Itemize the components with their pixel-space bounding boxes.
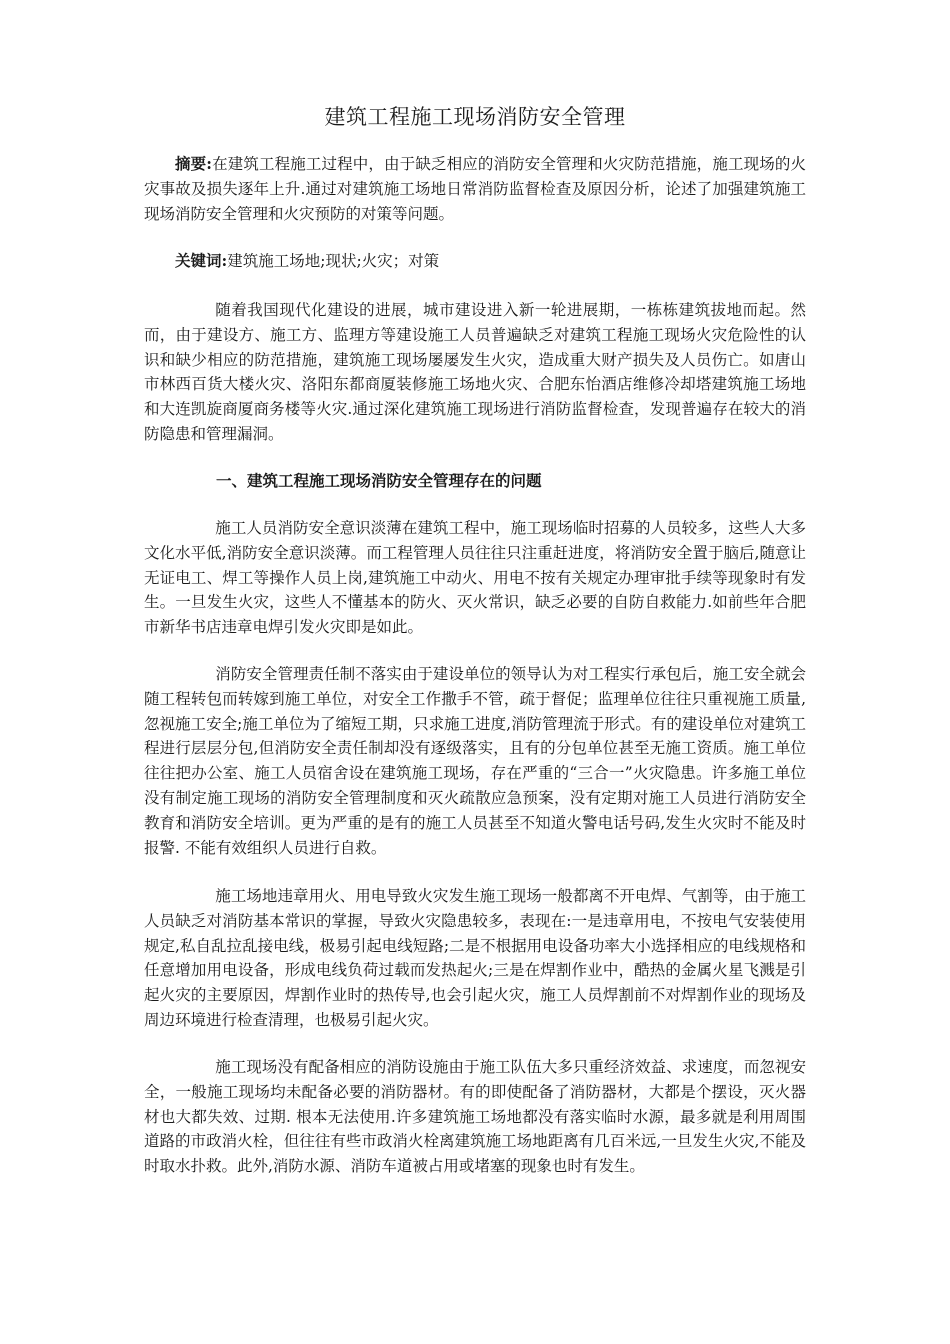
body-paragraph-2: 消防安全管理责任制不落实由于建设单位的领导认为对工程实行承包后，施工安全就会随工程转包而转嫁到施工单位，对安全工作撒手不管，疏于督促；监理单位往往只重视施工质量,忽视施工安全;施工单位为了缩短工期，只求施工进度,消防管理流于形式。有的建设单位对建筑工程进行层层分包,但消防安全责任制却没有逐级落实，且有的分包单位甚至无施工资质。施工单位往往把办公室、施工人员宿舍设在建筑施工现场，存在严重的“三合一”火灾隐患。许多施工单位没有制定施工现场的消防安全管理制度和灭火疏散应急预案，没有定期对施工人员进行消防安全教育和消防安全培训。更为严重的是有的施工人员甚至不知道火警电话号码,发生火灾时不能及时报警. 不能有效组织人员进行自救。 xyxy=(144,665,806,857)
abstract-text: 在建筑工程施工过程中，由于缺乏相应的消防安全管理和火灾防范措施，施工现场的火灾事故及损失逐年上升.通过对建筑施工场地日常消防监督检查及原因分析，论述了加强建筑施工现场消防安全管理和火灾预防的对策等问题。 xyxy=(144,155,806,223)
body-paragraph-3: 施工场地违章用火、用电导致火灾发生施工现场一般都离不开电焊、气割等，由于施工人员缺乏对消防基本常识的掌握，导致火灾隐患较多，表现在:一是违章用电，不按电气安装使用规定,私自乱拉乱接电线，极易引起电线短路;二是不根据用电设备功率大小选择相应的电线规格和任意增加用电设备，形成电线负荷过载而发热起火;三是在焊割作业中，酷热的金属火星飞溅是引起火灾的主要原因，焊割作业时的热传导,也会引起火灾，施工人员焊割前不对焊割作业的现场及周边环境进行检查清理，也极易引起火灾。 xyxy=(144,887,806,1029)
keywords-paragraph xyxy=(144,249,806,274)
body-paragraph-4: 施工现场没有配备相应的消防设施由于施工队伍大多只重经济效益、求速度，而忽视安全，一般施工现场均未配备必要的消防器材。有的即使配备了消防器材，大都是个摆设，灭火器材也大都失效、过期. 根本无法使用.许多建筑施工场地都没有落实临时水源，最多就是利用周围道路的市政消火栓，但往往有些市政消火栓离建筑施工场地距离有几百米远,一旦发生火灾,不能及时取水扑救。此外,消防水源、消防车道被占用或堵塞的现象也时有发生。 xyxy=(144,1058,806,1176)
section-heading: 一、建筑工程施工现场消防安全管理存在的问题 xyxy=(216,471,542,490)
abstract-paragraph xyxy=(144,152,806,226)
keywords-label: 关键词: xyxy=(175,251,228,270)
body-paragraph-1: 施工人员消防安全意识淡薄在建筑工程中，施工现场临时招募的人员较多，这些人大多文化水平低,消防安全意识淡薄。而工程管理人员往往只注重赶进度，将消防安全置于脑后,随意让无证电工、焊工等操作人员上岗,建筑施工中动火、用电不按有关规定办理审批手续等现象时有发生。一旦发生火灾，这些人不懂基本的防火、灭火常识，缺乏必要的自防自救能力.如前些年合肥市新华书店违章电焊引发火灾即是如此。 xyxy=(144,519,806,637)
keywords-text: 建筑施工场地;现状;火灾；对策 xyxy=(227,252,440,270)
abstract-label: 摘要: xyxy=(175,154,212,173)
intro-paragraph: 随着我国现代化建设的进展，城市建设进入新一轮进展期，一栋栋建筑拔地而起。然而，由于建设方、施工方、监理方等建设施工人员普遍缺乏对建筑工程施工现场火灾危险性的认识和缺少相应的防范措施，建筑施工现场屡屡发生火灾，造成重大财产损失及人员伤亡。如唐山市林西百货大楼火灾、洛阳东都商厦装修施工场地火灾、合肥东怡酒店维修冷却塔建筑施工场地和大连凯旋商厦商务楼等火灾.通过深化建筑施工现场进行消防监督检查，发现普遍存在较大的消防隐患和管理漏洞。 xyxy=(144,301,806,443)
document-title: 建筑工程施工现场消防安全管理 xyxy=(324,105,626,129)
